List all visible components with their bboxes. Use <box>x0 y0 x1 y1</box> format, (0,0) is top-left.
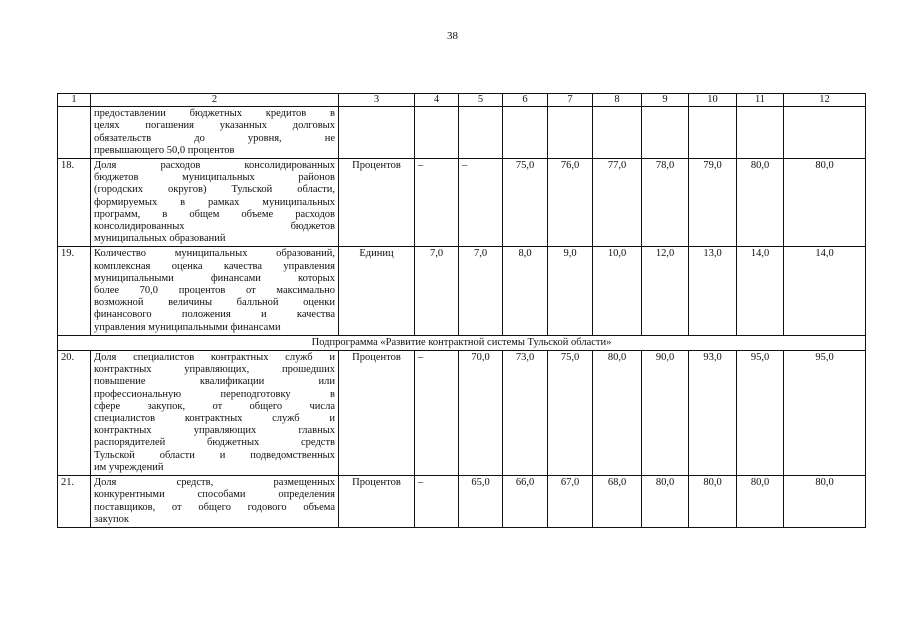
value-cell <box>415 107 459 159</box>
value-cell: 95,0 <box>784 351 866 476</box>
indicator-line: целях погашения указанных долговых <box>94 120 335 132</box>
value-cell: 14,0 <box>737 247 784 335</box>
value-cell: 10,0 <box>593 247 642 335</box>
row-number-cell: 21. <box>58 476 91 528</box>
value-cell: 7,0 <box>459 247 503 335</box>
unit-cell: Процентов <box>339 476 415 528</box>
value-cell: 14,0 <box>784 247 866 335</box>
value-cell: 80,0 <box>784 159 866 247</box>
value-cell: – <box>459 159 503 247</box>
header-cell: 1 <box>58 94 91 107</box>
value-cell: – <box>415 476 459 528</box>
indicator-line: бюджетов муниципальных районов <box>94 172 335 184</box>
indicator-line: контрактных управляющих, прошедших <box>94 364 335 376</box>
indicator-line: Доля расходов консолидированных <box>94 160 335 172</box>
value-cell: 12,0 <box>642 247 689 335</box>
header-cell: 12 <box>784 94 866 107</box>
value-cell: 80,0 <box>737 159 784 247</box>
value-cell <box>593 107 642 159</box>
value-cell <box>737 107 784 159</box>
header-cell: 7 <box>548 94 593 107</box>
value-cell: 93,0 <box>689 351 737 476</box>
value-cell: 8,0 <box>503 247 548 335</box>
indicator-name-cell <box>91 476 339 528</box>
value-cell <box>689 107 737 159</box>
value-cell: 75,0 <box>503 159 548 247</box>
indicator-line: им учреждений <box>94 461 164 473</box>
value-cell: 13,0 <box>689 247 737 335</box>
value-cell: 65,0 <box>459 476 503 528</box>
value-cell: 80,0 <box>642 476 689 528</box>
value-cell <box>548 107 593 159</box>
header-cell: 3 <box>339 94 415 107</box>
value-cell: 79,0 <box>689 159 737 247</box>
header-cell: 2 <box>91 94 339 107</box>
row-number-cell: 18. <box>58 159 91 247</box>
value-cell: 78,0 <box>642 159 689 247</box>
table-row <box>58 351 866 476</box>
value-cell <box>642 107 689 159</box>
value-cell: 9,0 <box>548 247 593 335</box>
indicator-line: обязательств до уровня, не <box>94 132 335 144</box>
value-cell: 7,0 <box>415 247 459 335</box>
indicator-line: программ, в общем объеме расходов <box>94 208 335 220</box>
indicator-name-cell <box>91 159 339 247</box>
indicator-name-cell <box>91 351 339 476</box>
row-number-cell: 20. <box>58 351 91 476</box>
indicator-name-cell <box>91 107 339 159</box>
value-cell: 76,0 <box>548 159 593 247</box>
indicator-line: управления муниципальными финансами <box>94 321 281 333</box>
unit-cell: Процентов <box>339 159 415 247</box>
header-cell: 6 <box>503 94 548 107</box>
row-number-cell: 19. <box>58 247 91 335</box>
unit-cell: Единиц <box>339 247 415 335</box>
header-cell: 11 <box>737 94 784 107</box>
value-cell: 66,0 <box>503 476 548 528</box>
indicator-line: контрактных управляющих главных <box>94 425 335 437</box>
indicator-line: более 70,0 процентов от максимально <box>94 285 335 297</box>
value-cell: 68,0 <box>593 476 642 528</box>
indicator-line: возможной величины балльной оценки <box>94 297 335 309</box>
value-cell: 77,0 <box>593 159 642 247</box>
table-row <box>58 107 866 159</box>
indicator-line: формируемых в рамках муниципальных <box>94 196 335 208</box>
value-cell <box>503 107 548 159</box>
value-cell <box>784 107 866 159</box>
value-cell: 67,0 <box>548 476 593 528</box>
value-cell: 80,0 <box>737 476 784 528</box>
row-number-cell <box>58 107 91 159</box>
indicator-line: комплексная оценка качества управления <box>94 260 335 272</box>
page-number: 38 <box>447 30 458 42</box>
value-cell: 80,0 <box>689 476 737 528</box>
indicator-line: профессиональную переподготовку в <box>94 388 335 400</box>
table-row <box>58 247 866 335</box>
indicator-line: муниципальных образований <box>94 233 226 245</box>
indicator-line: предоставлении бюджетных кредитов в <box>94 108 335 120</box>
header-cell: 9 <box>642 94 689 107</box>
table-row <box>58 159 866 247</box>
unit-cell <box>339 107 415 159</box>
value-cell: 80,0 <box>784 476 866 528</box>
indicator-line: распорядителей бюджетных средств <box>94 437 335 449</box>
indicator-line: поставщиков, от общего годового объема <box>94 501 335 513</box>
indicator-line: закупок <box>94 513 129 525</box>
value-cell: 70,0 <box>459 351 503 476</box>
indicator-line: сфере закупок, от общего числа <box>94 400 335 412</box>
indicator-name-cell <box>91 247 339 335</box>
indicator-line: консолидированных бюджетов <box>94 221 335 233</box>
header-cell: 5 <box>459 94 503 107</box>
value-cell: – <box>415 351 459 476</box>
indicator-line: конкурентными способами определения <box>94 489 335 501</box>
indicator-line: повышение квалификации или <box>94 376 335 388</box>
value-cell: – <box>415 159 459 247</box>
indicator-line: муниципальными финансами которых <box>94 272 335 284</box>
value-cell: 80,0 <box>593 351 642 476</box>
indicator-line: финансового положения и качества <box>94 309 335 321</box>
value-cell: 95,0 <box>737 351 784 476</box>
indicator-line: специалистов контрактных служб и <box>94 413 335 425</box>
value-cell <box>459 107 503 159</box>
header-cell: 8 <box>593 94 642 107</box>
header-cell: 10 <box>689 94 737 107</box>
indicator-line: Доля средств, размещенных <box>94 477 335 489</box>
subprogram-row <box>58 335 866 350</box>
indicator-line: Количество муниципальных образований, <box>94 248 335 260</box>
indicators-table <box>57 93 866 528</box>
table-header-row <box>58 94 866 107</box>
indicator-line: превышающего 50,0 процентов <box>94 144 235 156</box>
indicator-line: Тульской области и подведомственных <box>94 449 335 461</box>
header-cell: 4 <box>415 94 459 107</box>
table-row <box>58 476 866 528</box>
unit-cell: Процентов <box>339 351 415 476</box>
indicator-line: (городских округов) Тульской области, <box>94 184 335 196</box>
value-cell: 73,0 <box>503 351 548 476</box>
subprogram-title: Подпрограмма «Развитие контрактной системы Тульской области» <box>58 335 866 350</box>
value-cell: 75,0 <box>548 351 593 476</box>
indicator-line: Доля специалистов контрактных служб и <box>94 352 335 364</box>
value-cell: 90,0 <box>642 351 689 476</box>
